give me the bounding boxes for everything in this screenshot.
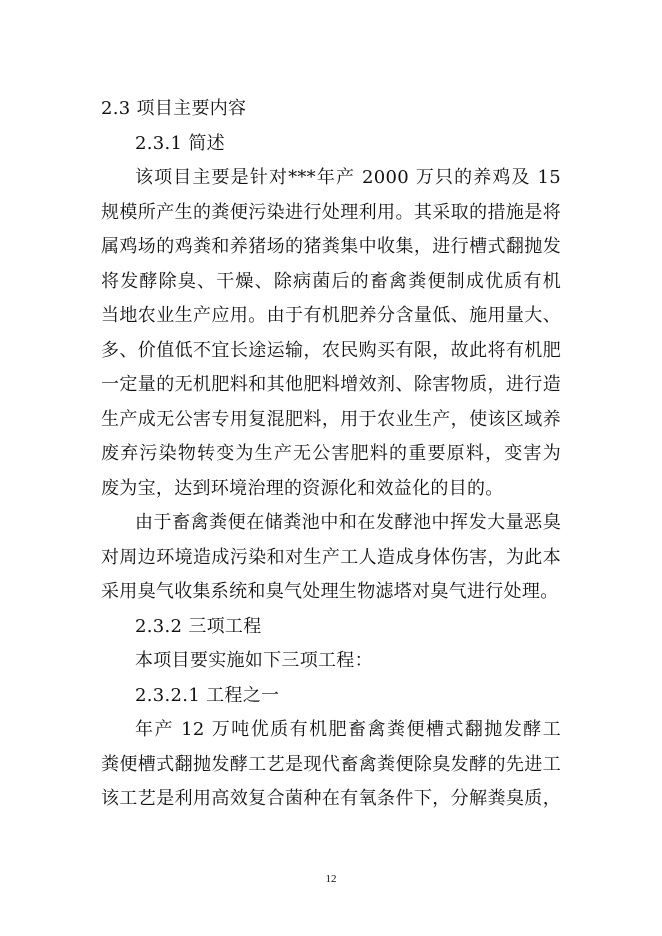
paragraph-line: 该项目主要是针对***年产 2000 万只的养鸡及 15 bbox=[135, 167, 561, 188]
section-heading-2-3: 2.3 项目主要内容 bbox=[101, 98, 247, 119]
paragraph-line: 多、价值低不宜长途运输，农民购买有限，故此将有机肥 bbox=[101, 339, 561, 361]
paragraph-line: 年产 12 万吨优质有机肥畜禽粪便槽式翻抛发酵工 bbox=[135, 719, 561, 740]
paragraph-line: 属鸡场的鸡粪和养猪场的猪粪集中收集，进行槽式翻抛发 bbox=[101, 236, 561, 257]
page-number: 12 bbox=[325, 873, 337, 885]
paragraph-line: 由于畜禽粪便在储粪池中和在发酵池中挥发大量恶臭 bbox=[135, 512, 561, 533]
paragraph-line: 该工艺是利用高效复合菌种在有氧条件下，分解粪臭质， bbox=[101, 788, 561, 809]
section-heading-2-3-2: 2.3.2 三项工程 bbox=[135, 615, 262, 637]
paragraph-line: 粪便槽式翻抛发酵工艺是现代畜禽粪便除臭发酵的先进工 bbox=[101, 753, 561, 775]
paragraph-line: 生产成无公害专用复混肥料，用于农业生产，使该区域养 bbox=[101, 408, 561, 430]
paragraph-line: 当地农业生产应用。由于有机肥养分含量低、施用量大、 bbox=[101, 305, 561, 326]
paragraph-line: 对周边环境造成污染和对生产工人造成身体伤害，为此本 bbox=[101, 546, 561, 568]
paragraph-line: 采用臭气收集系统和臭气处理生物滤塔对臭气进行处理。 bbox=[101, 581, 559, 602]
page-content bbox=[101, 92, 561, 817]
paragraph-line: 废为宝，达到环境治理的资源化和效益化的目的。 bbox=[101, 477, 504, 499]
paragraph-line: 一定量的无机肥料和其他肥料增效剂、除害物质，进行造 bbox=[101, 374, 561, 395]
intro-text: 本项目要实施如下三项工程： bbox=[135, 650, 373, 671]
paragraph-overview bbox=[101, 161, 561, 506]
paragraph-line: 将发酵除臭、干燥、除病菌后的畜禽粪便制成优质有机 bbox=[101, 270, 561, 292]
paragraph-line: 废弃污染物转变为生产无公害肥料的重要原料，变害为 bbox=[101, 443, 561, 464]
paragraph-project-one bbox=[101, 713, 561, 817]
section-heading-2-3-1: 2.3.1 简述 bbox=[135, 132, 225, 154]
section-heading-2-3-2-1: 2.3.2.1 工程之一 bbox=[135, 684, 280, 706]
paragraph-line: 规模所产生的粪便污染进行处理利用。其采取的措施是将 bbox=[101, 201, 561, 223]
paragraph-odor bbox=[101, 506, 561, 610]
